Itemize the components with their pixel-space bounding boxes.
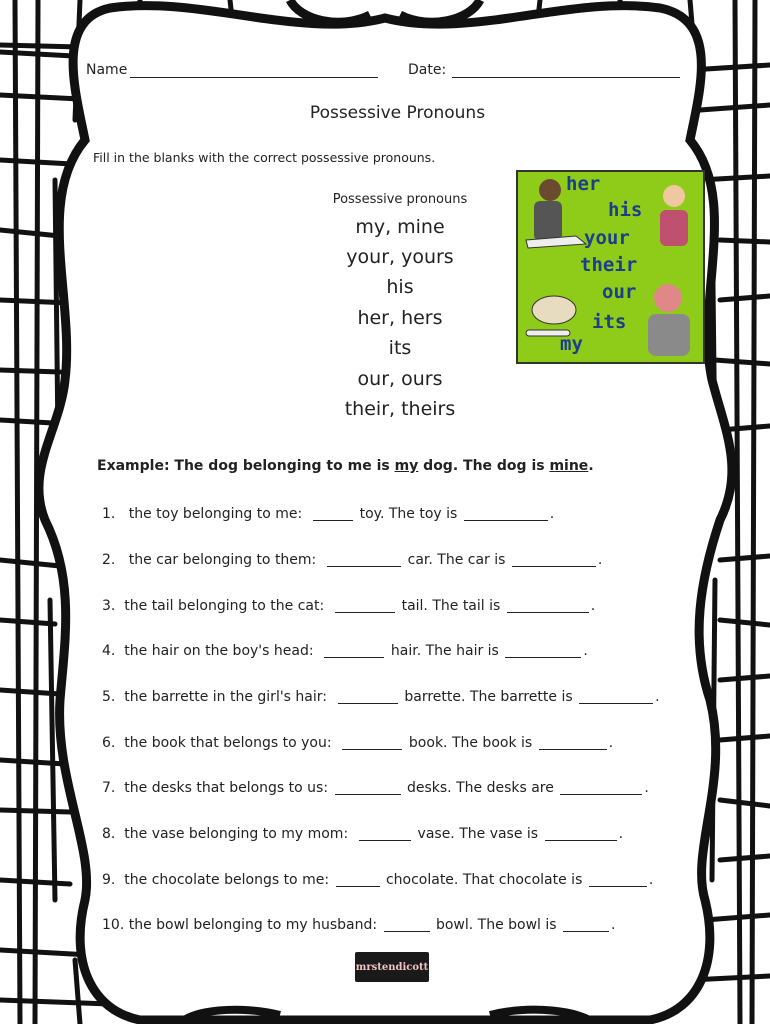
girl-figure-icon: [663, 185, 685, 207]
clipart-word: our: [602, 281, 637, 303]
answer-blank[interactable]: [335, 780, 401, 795]
logo-text: mrstendicott: [355, 961, 429, 973]
name-label: Name: [86, 62, 128, 78]
answer-blank[interactable]: [359, 826, 411, 841]
date-label: Date:: [408, 62, 447, 78]
answer-blank[interactable]: [539, 735, 607, 750]
question-row: 3. the tail belonging to the cat: tail. The tail is .: [102, 598, 596, 614]
clipart-word: her: [566, 173, 601, 195]
answer-blank[interactable]: [545, 826, 617, 841]
question-row: 7. the desks that belongs to us: desks. The desks are .: [102, 780, 649, 796]
answer-blank[interactable]: [512, 552, 596, 567]
example-word-my: my: [394, 458, 419, 474]
date-blank[interactable]: [452, 77, 680, 78]
question-row: 2. the car belonging to them: car. The car is .: [102, 552, 603, 568]
author-logo: [355, 952, 429, 982]
example-sentence: Example: The dog belonging to me is my dog. The dog is mine.: [97, 458, 594, 474]
question-row: 4. the hair on the boy's head: hair. The hair is .: [102, 643, 588, 659]
question-row: 5. the barrette in the girl's hair: barrette. The barrette is .: [102, 689, 660, 705]
pronoun-item: its: [388, 337, 412, 359]
instructions-text: Fill in the blanks with the correct possessive pronouns.: [93, 150, 436, 165]
question-row: 9. the chocolate belongs to me: chocolate. That chocolate is .: [102, 872, 654, 888]
example-word-mine: mine: [549, 458, 589, 474]
clipart-word: its: [592, 311, 627, 333]
name-blank[interactable]: [130, 77, 378, 78]
dog-icon: [532, 296, 576, 324]
answer-blank[interactable]: [324, 643, 384, 658]
question-row: 10. the bowl belonging to my husband: bowl. The bowl is .: [102, 917, 616, 933]
answer-blank[interactable]: [589, 872, 647, 887]
answer-blank[interactable]: [563, 917, 609, 932]
answer-blank[interactable]: [327, 552, 401, 567]
clipart-word: my: [560, 333, 583, 355]
pronoun-clipart-image: [516, 170, 705, 364]
answer-blank[interactable]: [384, 917, 430, 932]
question-row: 1. the toy belonging to me: toy. The toy is .: [102, 506, 555, 522]
pronoun-item: their, theirs: [344, 398, 456, 420]
answer-blank[interactable]: [313, 506, 353, 521]
boy-figure-icon: [539, 179, 561, 201]
answer-blank[interactable]: [342, 735, 402, 750]
answer-blank[interactable]: [335, 598, 395, 613]
pronoun-item: his: [386, 276, 414, 298]
question-row: 6. the book that belongs to you: book. The book is .: [102, 735, 614, 751]
pronoun-item: your, yours: [346, 246, 454, 268]
pronoun-item: her, hers: [357, 307, 443, 329]
pronoun-list-label: Possessive pronouns: [332, 192, 468, 207]
answer-blank[interactable]: [336, 872, 380, 887]
answer-blank[interactable]: [579, 689, 653, 704]
answer-blank[interactable]: [338, 689, 398, 704]
pronoun-item: my, mine: [355, 216, 445, 238]
answer-blank[interactable]: [560, 780, 642, 795]
answer-blank[interactable]: [505, 643, 581, 658]
page-title: Possessive Pronouns: [309, 103, 486, 123]
answer-blank[interactable]: [464, 506, 548, 521]
answer-blank[interactable]: [507, 598, 589, 613]
question-row: 8. the vase belonging to my mom: vase. The vase is .: [102, 826, 624, 842]
clipart-word: his: [608, 199, 643, 221]
clipart-word: their: [580, 254, 638, 276]
grandma-figure-icon: [654, 284, 682, 312]
pronoun-item: our, ours: [357, 368, 443, 390]
clipart-word: your: [584, 227, 630, 249]
